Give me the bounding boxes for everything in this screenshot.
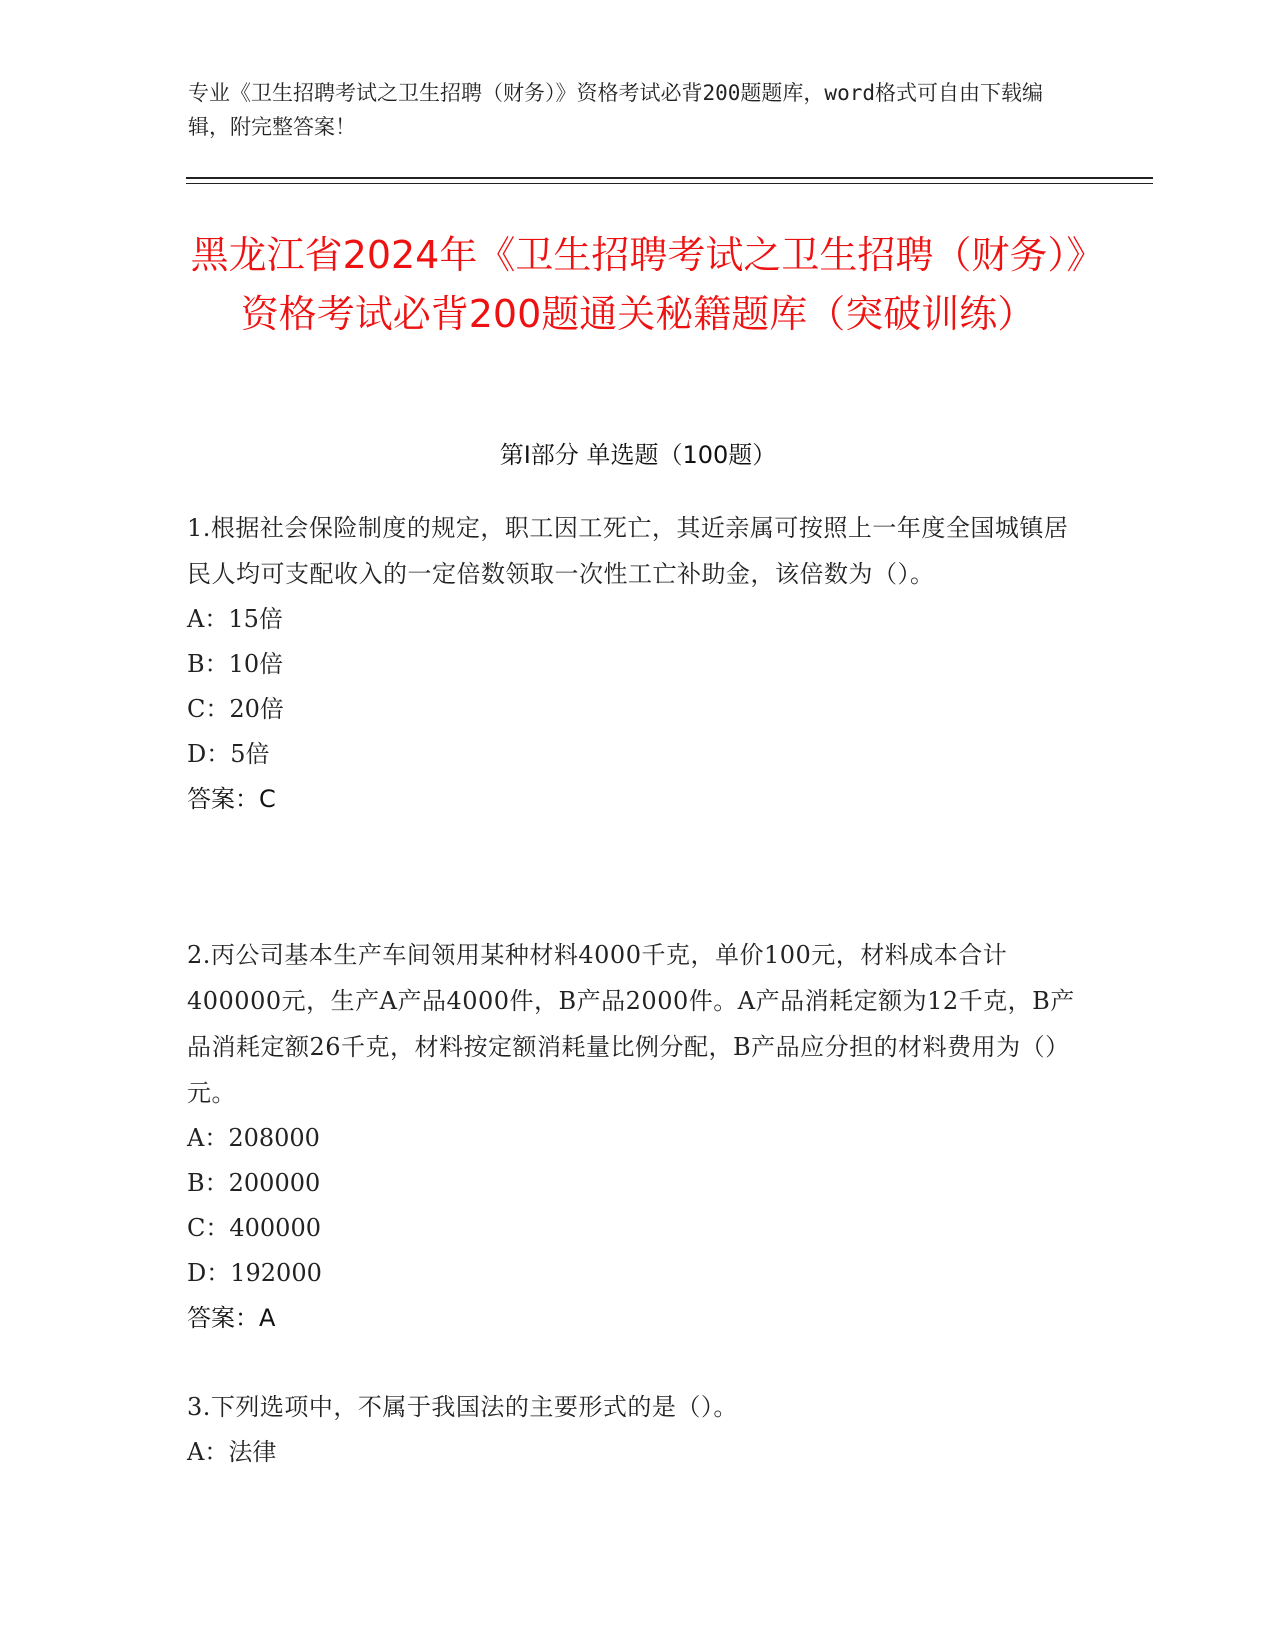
option-d: D：192000	[187, 1259, 322, 1287]
option-a: A：208000	[187, 1124, 320, 1152]
header-rule-thin	[186, 183, 1153, 184]
question-2	[187, 932, 1087, 1341]
question-text: 1.根据社会保险制度的规定，职工因工死亡，其近亲属可按照上一年度全国城镇居民人均可支配收入的一定倍数领取一次性工亡补助金，该倍数为（）。	[187, 514, 1069, 588]
section-heading: 第I部分 单选题（100题）	[499, 441, 777, 469]
question-1	[187, 505, 1087, 822]
option-c: C：400000	[187, 1214, 321, 1242]
answer: 答案：A	[187, 1304, 276, 1332]
option-b: B：200000	[187, 1169, 321, 1197]
header-note: 专业《卫生招聘考试之卫生招聘（财务）》资格考试必背200题题库，word格式可自由下载编辑，附完整答案！	[188, 81, 1043, 139]
question-3	[187, 1384, 1087, 1475]
question-text: 3.下列选项中，不属于我国法的主要形式的是（）。	[187, 1393, 738, 1421]
question-text: 2.丙公司基本生产车间领用某种材料4000千克，单价100元，材料成本合计400000元，生产A产品4000件，B产品2000件。A产品消耗定额为12千克，B产品消耗定额26千克，材料按定额消耗量比例分配，B产品应分担的材料费用为（）元。	[187, 941, 1075, 1107]
option-c: C：20倍	[187, 695, 284, 723]
option-d: D：5倍	[187, 740, 270, 768]
option-a: A：15倍	[187, 605, 283, 633]
option-a: A：法律	[187, 1438, 277, 1466]
header-rule-thick	[186, 177, 1153, 179]
answer: 答案：C	[187, 785, 276, 813]
option-b: B：10倍	[187, 650, 284, 678]
document-title: 黑龙江省2024年《卫生招聘考试之卫生招聘（财务）》资格考试必背200题通关秘籍题库（突破训练）	[190, 233, 1086, 336]
